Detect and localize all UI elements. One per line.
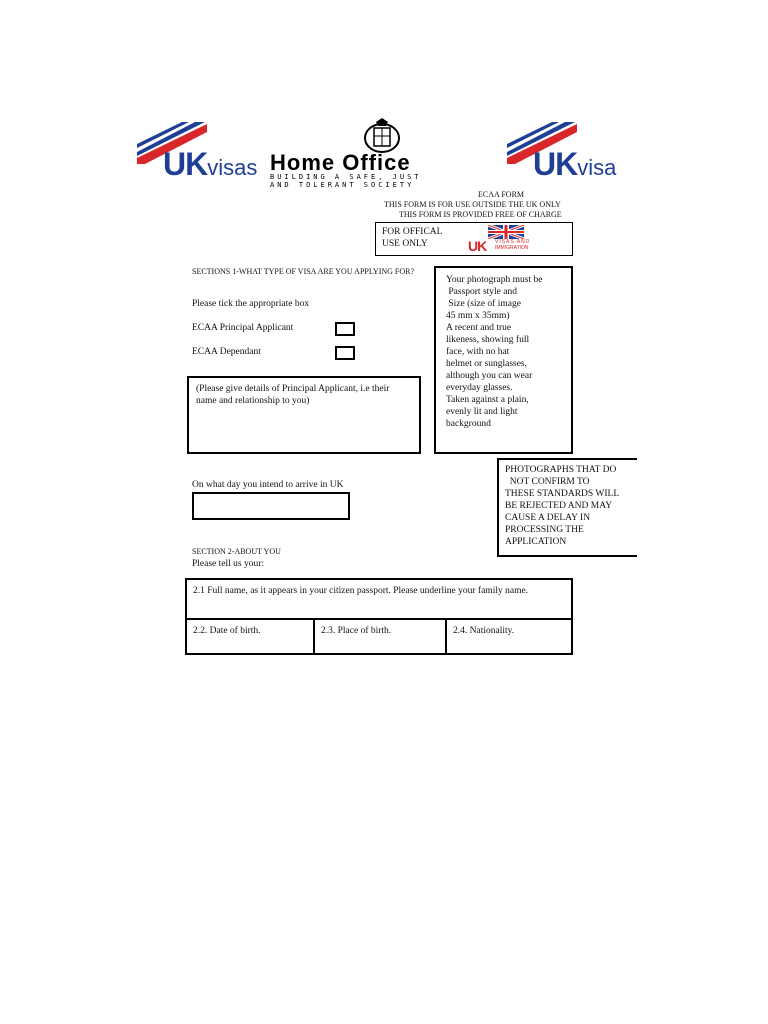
photo-text	[446, 274, 542, 430]
uk-visas-immigration-logo	[468, 224, 568, 254]
logo-right-suffix: visa	[577, 155, 617, 180]
tagline-2: AND TOLERANT SOCIETY	[270, 181, 415, 189]
warning-line: NOT CONFIRM TO	[505, 477, 590, 487]
photo-line: although you can wear	[446, 371, 533, 381]
official-use-box	[375, 222, 573, 256]
tagline-1: BUILDING A SAFE, JUST	[270, 173, 422, 181]
date-of-birth-label: 2.2. Date of birth.	[193, 626, 261, 636]
home-office-title: Home Office	[270, 150, 411, 175]
principal-applicant-checkbox[interactable]	[335, 322, 355, 336]
photo-warning-box	[497, 458, 637, 557]
form-page	[135, 90, 635, 820]
place-of-birth-label: 2.3. Place of birth.	[321, 626, 392, 636]
date-of-birth-field[interactable]	[185, 618, 315, 655]
photo-line: Passport style and	[446, 287, 517, 297]
section2-heading: SECTION 2-ABOUT YOU	[192, 547, 281, 556]
dependant-checkbox[interactable]	[335, 346, 355, 360]
option-dependant-label: ECAA Dependant	[192, 347, 261, 357]
warning-line: BE REJECTED AND MAY	[505, 501, 613, 511]
official-line-2: USE ONLY	[382, 239, 428, 249]
logo-left-suffix: visas	[207, 155, 258, 180]
warning-line: PHOTOGRAPHS THAT DO	[505, 465, 617, 475]
ukvisas-logo-left	[137, 122, 262, 184]
official-logo-prefix: UK	[468, 238, 487, 254]
arrival-date-input[interactable]	[192, 492, 350, 520]
home-office-logo	[265, 118, 500, 188]
option-principal-label: ECAA Principal Applicant	[192, 323, 294, 333]
warning-line: PROCESSING THE	[505, 525, 584, 535]
logo-right-prefix: UK	[533, 146, 578, 182]
principal-details-box[interactable]	[187, 376, 421, 454]
warning-line: CAUSE A DELAY IN	[505, 513, 591, 523]
warning-text	[505, 464, 619, 548]
warning-line: THESE STANDARDS WILL	[505, 489, 620, 499]
form-info-line-3: THIS FORM IS PROVIDED FREE OF CHARGE	[399, 210, 562, 219]
photo-line: evenly lit and light	[446, 407, 518, 417]
photo-line: likeness, showing full	[446, 335, 530, 345]
photo-line: Taken against a plain,	[446, 395, 529, 405]
photo-line: Size (size of image	[446, 299, 521, 309]
nationality-label: 2.4. Nationality.	[453, 626, 515, 636]
photo-line: face, with no hat	[446, 347, 510, 357]
form-info-line-2: THIS FORM IS FOR USE OUTSIDE THE UK ONLY	[384, 200, 561, 209]
place-of-birth-field[interactable]	[313, 618, 447, 655]
photograph-requirements-box	[434, 266, 573, 454]
full-name-label: 2.1 Full name, as it appears in your citizen passport. Please underline your family name.	[193, 586, 529, 596]
photo-line: everyday glasses.	[446, 383, 513, 393]
official-line-1: FOR OFFICAL	[382, 227, 443, 237]
photo-line: 45 mm x 35mm)	[446, 311, 510, 321]
photo-line: helmet or sunglasses,	[446, 359, 528, 369]
nationality-field[interactable]	[445, 618, 573, 655]
official-logo-line-2: IMMIGRATION	[495, 245, 529, 251]
section1-instruction: Please tick the appropriate box	[192, 299, 310, 309]
crest-icon	[362, 118, 402, 154]
union-jack-icon	[488, 225, 524, 239]
form-title: ECAA FORM	[478, 190, 525, 199]
section1-heading: SECTIONS 1-WHAT TYPE OF VISA ARE YOU APPLYING FOR?	[192, 267, 415, 276]
arrival-label: On what day you intend to arrive in UK	[192, 480, 344, 490]
section2-intro: Please tell us your:	[192, 559, 265, 569]
logo-left-prefix: UK	[163, 146, 208, 182]
photo-line: A recent and true	[446, 323, 512, 333]
photo-line: Your photograph must be	[446, 275, 543, 285]
photo-line: background	[446, 419, 491, 429]
full-name-field[interactable]	[185, 578, 573, 620]
warning-line: APPLICATION	[505, 537, 567, 547]
principal-details-label: (Please give details of Principal Applicant, i.e their name and relationship to you)	[196, 384, 390, 406]
official-logo-line-1: VISAS AND	[495, 239, 531, 245]
ukvisas-logo-right	[507, 122, 635, 184]
